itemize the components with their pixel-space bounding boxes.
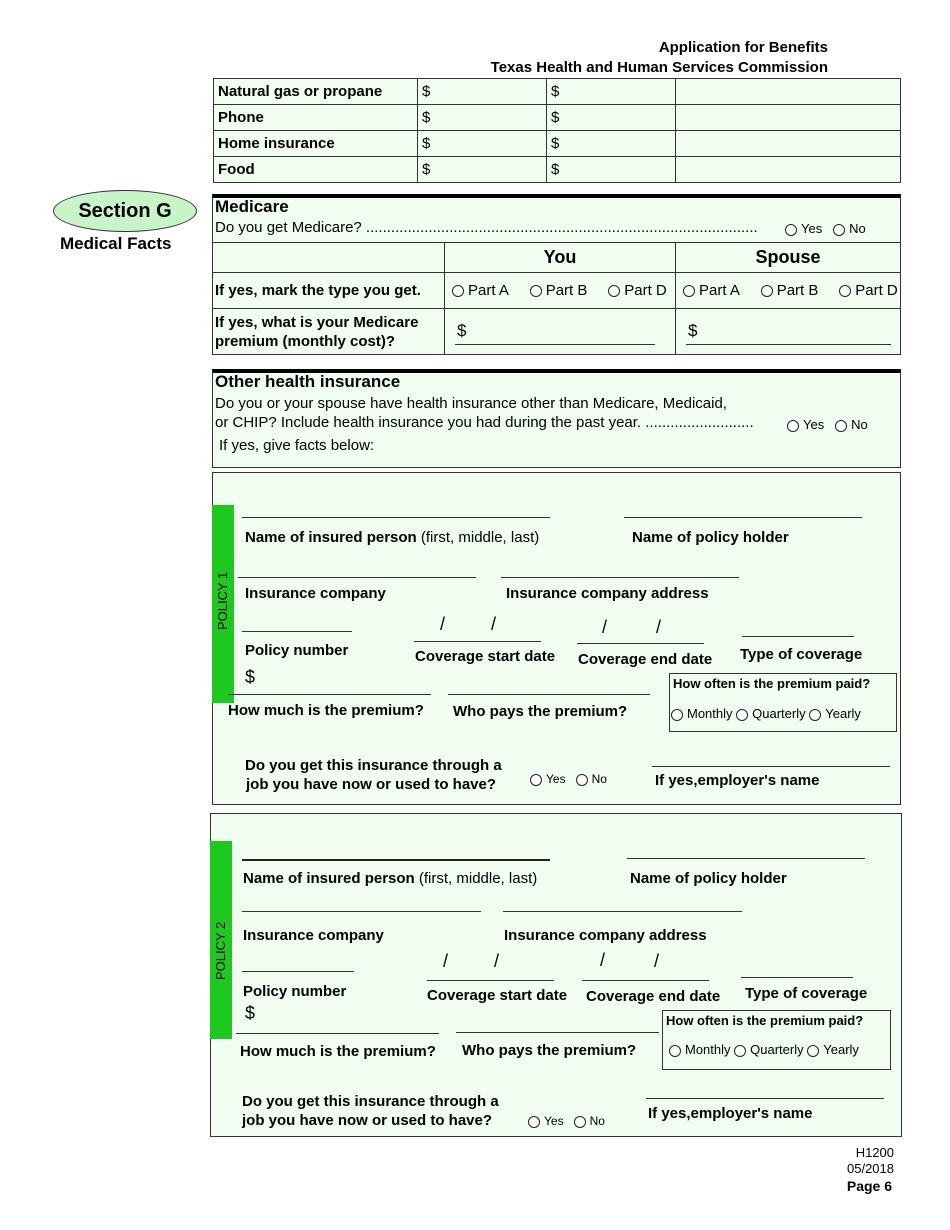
coverage-type-label: Type of coverage (745, 985, 868, 1002)
quarterly-label: Quarterly (750, 1042, 804, 1057)
date-slash: / (600, 950, 606, 970)
table-row (214, 131, 901, 157)
yes-label: Yes (546, 772, 566, 786)
insured-person-hint: (first, middle, last) (420, 529, 540, 546)
policy-number-line[interactable] (242, 631, 352, 632)
no-label: No (591, 772, 607, 786)
job-no-radio[interactable] (574, 1116, 586, 1128)
premium-amount-line[interactable] (228, 694, 431, 695)
other-insurance-yes-radio[interactable] (787, 420, 799, 432)
insurance-address-label: Insurance company address (504, 927, 707, 944)
amount-field[interactable] (418, 157, 547, 183)
insured-person-line[interactable] (242, 517, 550, 518)
col-spouse: Spouse (676, 243, 901, 273)
form-id: H1200 (855, 1145, 894, 1160)
premium-label-line1: If yes, what is your Medicare (215, 313, 419, 331)
spouse-parts (676, 273, 901, 309)
no-label: No (851, 417, 868, 432)
insured-person-hint: (first, middle, last) (418, 870, 538, 887)
insurance-company-label: Insurance company (245, 585, 386, 602)
insurance-address-label: Insurance company address (506, 585, 709, 602)
medicare-yes-no (785, 221, 866, 236)
job-yes-no (530, 772, 607, 786)
spouse-premium-field[interactable] (676, 309, 901, 355)
insured-person-label (243, 870, 537, 887)
page-number: Page 6 (846, 1178, 892, 1194)
row-label: Home insurance (214, 131, 418, 157)
currency-sign: $ (245, 667, 256, 687)
coverage-type-line[interactable] (742, 636, 854, 637)
date-slash: / (654, 951, 660, 971)
yearly-label: Yearly (823, 1042, 859, 1057)
you-part-b-radio[interactable] (530, 285, 542, 297)
medicare-no-radio[interactable] (833, 224, 845, 236)
currency-sign: $ (245, 1003, 256, 1023)
table-row (214, 79, 901, 105)
insured-person-text: Name of insured person (243, 870, 415, 887)
policy-number-line[interactable] (242, 971, 354, 972)
job-question-line1: Do you get this insurance through a (242, 1093, 499, 1110)
agency-name: Texas Health and Human Services Commission (490, 59, 828, 76)
you-part-d-radio[interactable] (608, 285, 620, 297)
policy-holder-line[interactable] (624, 517, 862, 518)
premium-frequency-label: How often is the premium paid? (673, 676, 871, 691)
coverage-start-line[interactable] (414, 641, 541, 642)
monthly-label: Monthly (685, 1042, 731, 1057)
other-insurance-q2: or CHIP? Include health insurance you had during the past year. .......................... (215, 414, 754, 431)
policy-number-label: Policy number (245, 642, 349, 659)
yes-label: Yes (803, 417, 825, 432)
part-d-label: Part D (855, 282, 898, 299)
amount-field[interactable] (547, 157, 676, 183)
insured-person-line[interactable] (242, 859, 550, 861)
amount-field[interactable] (418, 131, 547, 157)
policy-2-tab-label: POLICY 2 (213, 921, 228, 980)
insurance-company-line[interactable] (242, 911, 481, 912)
amount-field[interactable] (418, 79, 547, 105)
notes-field[interactable] (676, 157, 901, 183)
medicare-type-label: If yes, mark the type you get. (213, 273, 445, 309)
policy-holder-label: Name of policy holder (632, 529, 789, 546)
medicare-yes-radio[interactable] (785, 224, 797, 236)
medicare-question: Do you get Medicare? .............................................................................................. (215, 219, 758, 236)
coverage-start-label: Coverage start date (427, 987, 568, 1004)
amount-field[interactable] (547, 105, 676, 131)
insurance-company-line[interactable] (238, 577, 476, 578)
currency-sign: $ (422, 161, 431, 178)
premium-frequency-label: How often is the premium paid? (666, 1013, 864, 1028)
col-you: You (445, 243, 676, 273)
part-a-label: Part A (468, 282, 509, 299)
other-insurance-heading: Other health insurance (215, 372, 401, 391)
coverage-end-label: Coverage end date (578, 651, 713, 668)
medicare-grid (212, 242, 901, 355)
date-slash: / (656, 617, 662, 637)
employer-line[interactable] (652, 766, 890, 767)
you-part-a-radio[interactable] (452, 285, 464, 297)
date-slash: / (491, 614, 497, 634)
insured-person-label (245, 529, 539, 546)
other-insurance-yes-no (787, 417, 868, 432)
quarterly-radio[interactable] (734, 1045, 746, 1057)
policy-2-box (210, 813, 902, 1137)
date-slash: / (440, 614, 446, 634)
premium-payer-label: Who pays the premium? (453, 703, 628, 720)
spouse-part-a-radio[interactable] (683, 285, 695, 297)
monthly-label: Monthly (687, 706, 733, 721)
job-question-line2: job you have now or used to have? (242, 1112, 493, 1129)
part-b-label: Part B (776, 282, 819, 299)
you-premium-field[interactable] (445, 309, 676, 355)
premium-amount-label: How much is the premium? (228, 702, 424, 719)
premium-payer-line[interactable] (456, 1032, 659, 1033)
job-question-line2: job you have now or used to have? (246, 776, 497, 793)
date-slash: / (443, 951, 449, 971)
monthly-radio[interactable] (671, 709, 683, 721)
notes-field[interactable] (676, 131, 901, 157)
policy-1-box (212, 472, 901, 805)
insurance-company-label: Insurance company (243, 927, 384, 944)
policy-holder-line[interactable] (627, 858, 865, 859)
empty-header-cell (213, 243, 445, 273)
part-a-label: Part A (699, 282, 740, 299)
policy-1-tab-label: POLICY 1 (215, 571, 230, 630)
premium-frequency-box (669, 673, 897, 732)
job-question-line1: Do you get this insurance through a (245, 757, 502, 774)
insurance-address-line[interactable] (501, 577, 739, 578)
employer-label: If yes,employer's name (648, 1105, 813, 1122)
spouse-part-d-radio[interactable] (839, 285, 851, 297)
medicare-heading: Medicare (215, 197, 289, 216)
yearly-label: Yearly (825, 706, 861, 721)
other-insurance-no-radio[interactable] (835, 420, 847, 432)
part-b-label: Part B (545, 282, 588, 299)
job-yes-radio[interactable] (530, 774, 542, 786)
yearly-radio[interactable] (809, 709, 821, 721)
currency-sign: $ (457, 321, 467, 340)
table-row (214, 157, 901, 183)
job-no-radio[interactable] (576, 774, 588, 786)
insurance-address-line[interactable] (503, 911, 742, 912)
currency-sign: $ (551, 109, 560, 126)
date-slash: / (602, 617, 608, 637)
notes-field[interactable] (676, 79, 901, 105)
policy-holder-label: Name of policy holder (630, 870, 787, 887)
you-parts (445, 273, 676, 309)
premium-frequency-options (669, 1042, 859, 1057)
coverage-start-label: Coverage start date (415, 648, 556, 665)
row-label: Natural gas or propane (214, 79, 418, 105)
premium-frequency-options (671, 706, 861, 721)
job-yes-radio[interactable] (528, 1116, 540, 1128)
yearly-radio[interactable] (807, 1045, 819, 1057)
spouse-premium-line (686, 344, 891, 345)
currency-sign: $ (551, 83, 560, 100)
other-insurance-q1: Do you or your spouse have health insurance other than Medicare, Medicaid, (215, 395, 727, 412)
no-label: No (589, 1114, 605, 1128)
premium-label-line2: premium (monthly cost)? (215, 332, 396, 350)
coverage-end-label: Coverage end date (586, 988, 721, 1005)
currency-sign: $ (422, 83, 431, 100)
utilities-table (213, 78, 901, 183)
currency-sign: $ (688, 321, 698, 340)
quarterly-label: Quarterly (752, 706, 806, 721)
currency-sign: $ (422, 109, 431, 126)
form-date: 05/2018 (847, 1161, 894, 1176)
no-label: No (849, 221, 866, 236)
part-d-label: Part D (624, 282, 667, 299)
coverage-end-line[interactable] (582, 980, 709, 981)
row-label: Food (214, 157, 418, 183)
date-slash: / (494, 951, 500, 971)
insured-person-text: Name of insured person (245, 529, 417, 546)
premium-payer-line[interactable] (448, 694, 650, 695)
yes-label: Yes (544, 1114, 564, 1128)
currency-sign: $ (551, 161, 560, 178)
quarterly-radio[interactable] (736, 709, 748, 721)
currency-sign: $ (551, 135, 560, 152)
section-badge: Section G (53, 190, 197, 232)
policy-number-label: Policy number (243, 983, 347, 1000)
spouse-part-b-radio[interactable] (761, 285, 773, 297)
amount-field[interactable] (547, 79, 676, 105)
employer-label: If yes,employer's name (655, 772, 820, 789)
employer-line[interactable] (646, 1098, 884, 1099)
form-title: Application for Benefits (658, 39, 828, 56)
table-row (214, 105, 901, 131)
monthly-radio[interactable] (669, 1045, 681, 1057)
premium-amount-label: How much is the premium? (240, 1043, 436, 1060)
you-premium-line (455, 344, 655, 345)
coverage-end-line[interactable] (577, 643, 704, 644)
coverage-type-label: Type of coverage (740, 646, 863, 663)
amount-field[interactable] (418, 105, 547, 131)
section-subtitle: Medical Facts (60, 234, 172, 253)
job-yes-no (528, 1114, 605, 1128)
premium-amount-line[interactable] (236, 1033, 439, 1034)
medicare-premium-label (213, 309, 445, 355)
row-label: Phone (214, 105, 418, 131)
coverage-start-line[interactable] (427, 980, 554, 981)
amount-field[interactable] (547, 131, 676, 157)
coverage-type-line[interactable] (741, 977, 853, 978)
premium-frequency-box (662, 1010, 891, 1070)
currency-sign: $ (422, 135, 431, 152)
yes-label: Yes (801, 221, 823, 236)
premium-payer-label: Who pays the premium? (462, 1042, 637, 1059)
other-insurance-note: If yes, give facts below: (219, 437, 375, 454)
notes-field[interactable] (676, 105, 901, 131)
